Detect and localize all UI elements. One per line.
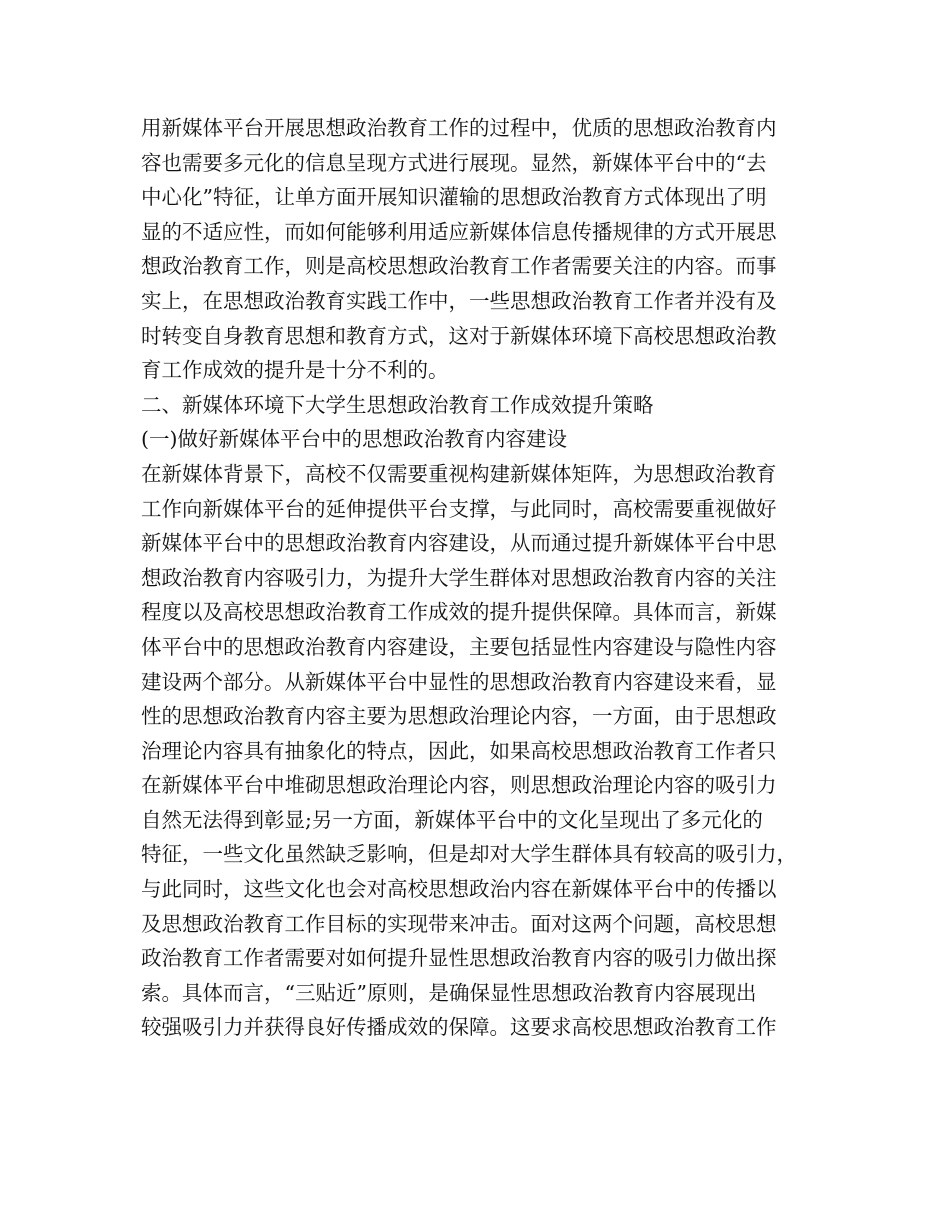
text-line: 用新媒体平台开展思想政治教育工作的过程中，优质的思想政治教育内 <box>141 116 777 140</box>
text-line: 实上，在思想政治教育实践工作中，一些思想政治教育工作者并没有及 <box>141 288 777 313</box>
text-line: 在新媒体平台中堆砌思想政治理论内容，则思想政治理论内容的吸引力 <box>141 773 777 798</box>
text-line: 时转变自身教育思想和教育方式，这对于新媒体环境下高校思想政治教 <box>141 323 777 348</box>
text-line: 容也需要多元化的信息呈现方式进行展现。显然，新媒体平台中的“去 <box>141 150 767 175</box>
section-heading: 二、新媒体环境下大学生思想政治教育工作成效提升策略 <box>141 392 654 417</box>
text-line: 特征，一些文化虽然缺乏影响，但是却对大学生群体具有较高的吸引力， <box>141 842 797 867</box>
body-text <box>141 111 831 1045</box>
text-line: 显的不适应性，而如何能够利用适应新媒体信息传播规律的方式开展思 <box>141 219 777 244</box>
text-line: 中心化”特征，让单方面开展知识灌输的思想政治教育方式体现出了明 <box>141 185 767 210</box>
text-line: 程度以及高校思想政治教育工作成效的提升提供保障。具体而言，新媒 <box>141 600 777 625</box>
text-line: 性的思想政治教育内容主要为思想政治理论内容，一方面，由于思想政 <box>141 704 777 729</box>
text-line: 工作向新媒体平台的延伸提供平台支撑，与此同时，高校需要重视做好 <box>141 496 777 521</box>
text-line: 体平台中的思想政治教育内容建设，主要包括显性内容建设与隐性内容 <box>141 634 777 659</box>
text-line: 索。具体而言，“三贴近”原则，是确保显性思想政治教育内容展现出 <box>141 980 757 1005</box>
text-line: 及思想政治教育工作目标的实现带来冲击。面对这两个问题，高校思想 <box>141 911 777 936</box>
text-line: 育工作成效的提升是十分不利的。 <box>141 358 449 383</box>
text-line: 治理论内容具有抽象化的特点，因此，如果高校思想政治教育工作者只 <box>141 738 777 763</box>
text-line: 想政治教育工作，则是高校思想政治教育工作者需要关注的内容。而事 <box>141 254 777 279</box>
text-line: 建设两个部分。从新媒体平台中显性的思想政治教育内容建设来看，显 <box>141 669 777 694</box>
text-line: 较强吸引力并获得良好传播成效的保障。这要求高校思想政治教育工作 <box>141 1015 777 1040</box>
text-line: 政治教育工作者需要对如何提升显性思想政治教育内容的吸引力做出探 <box>141 946 777 971</box>
subsection-heading: (一)做好新媒体平台中的思想政治教育内容建设 <box>141 427 567 452</box>
text-line: 自然无法得到彰显;另一方面，新媒体平台中的文化呈现出了多元化的 <box>141 807 763 832</box>
text-line: 在新媒体背景下，高校不仅需要重视构建新媒体矩阵，为思想政治教育 <box>141 461 777 486</box>
text-line: 想政治教育内容吸引力，为提升大学生群体对思想政治教育内容的关注 <box>141 565 777 590</box>
text-line: 新媒体平台中的思想政治教育内容建设，从而通过提升新媒体平台中思 <box>141 531 777 556</box>
text-line: 与此同时，这些文化也会对高校思想政治内容在新媒体平台中的传播以 <box>141 877 777 902</box>
